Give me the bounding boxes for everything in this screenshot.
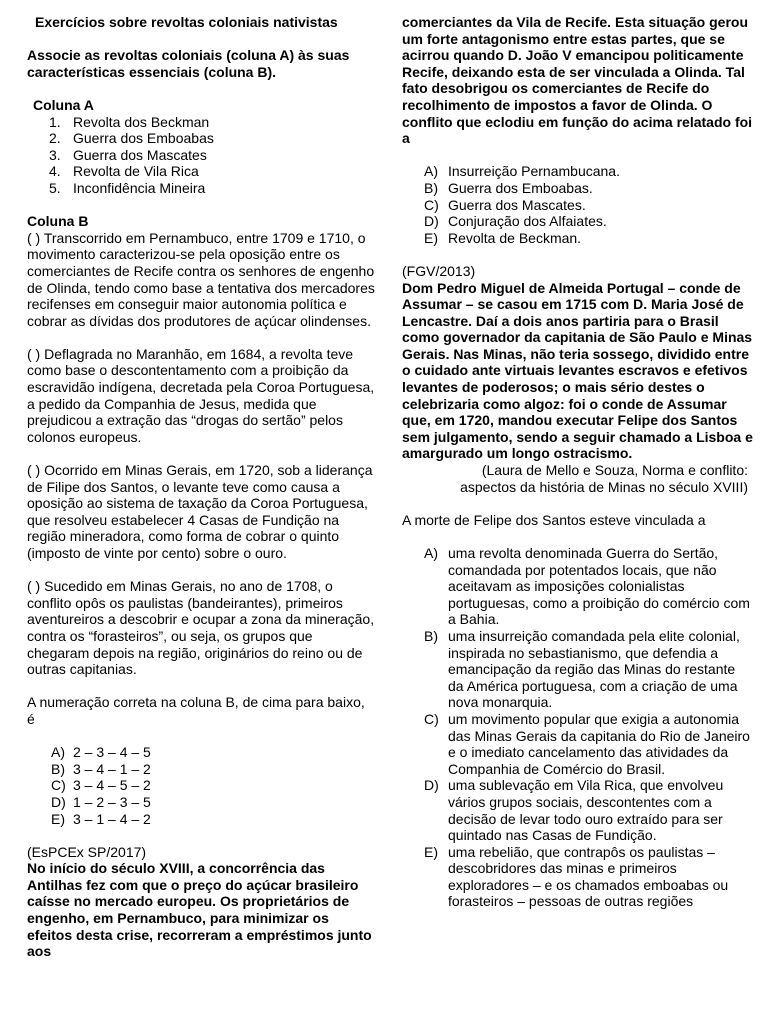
question-text: comerciantes da Vila de Recife. Esta situação gerou um forte antagonismo entre estas partes, que se acirrou quando D. João V emancipou politicamente Recife, deixando esta de ser vinculada a Olinda. Tal fato desobrigou os comerciantes de Recife do recolhimento de impostos a favor de Olinda. O conflito que eclodiu em função do acima relatado foi a <box>402 14 753 147</box>
answer-option: E) Revolta de Beckman. <box>424 229 582 246</box>
answer-option: C) Guerra dos Mascates. <box>424 196 586 213</box>
column-b-heading: Coluna B <box>27 213 89 230</box>
page-title: Exercícios sobre revoltas coloniais nativistas <box>35 14 338 30</box>
answer-option: B) 3 – 4 – 1 – 2 <box>51 760 151 777</box>
question-text: A morte de Felipe dos Santos esteve vinculada a <box>402 511 706 528</box>
answer-option: D) uma sublevação em Vila Rica, que envolveu vários grupos sociais, descontentes com a decisão de levar todo ouro extraído para ser quintado nas Casas de Fundição. <box>424 777 724 844</box>
answer-option: B) uma insurreição comandada pela elite colonial, inspirada no sebastianismo, que defendia a emancipação da região das Minas do restante da América portuguesa, com a criação de uma nova monarquia. <box>424 627 740 711</box>
answer-option: E) uma rebelião, que contrapôs os paulistas – descobridores das minas e primeiros exploradores – e os chamados emboabas ou forasteiros – pessoas de outras regiões <box>424 843 729 910</box>
answer-options <box>402 545 754 910</box>
question-text: Dom Pedro Miguel de Almeida Portugal – conde de Assumar – se casou em 1715 com D. Maria José de Lencastre. Daí a dois anos partiria para o Brasil como governador da capitania de São Paulo e Minas Gerais. Nas Minas, não teria sossego, dividido entre o cuidado ante virtuais levantes escravos e efetivos levantes de poderosos; o mais sério destes o celebrizaria como algoz: foi o conde de Assumar que, em 1720, mandou executar Felipe dos Santos sem julgamento, sendo a seguir chamado a Lisboa e amargurado um longo ostracismo. <box>402 279 753 462</box>
citation-line: (Laura de Mello e Souza, Norma e conflito: <box>481 462 748 479</box>
answer-options <box>27 744 375 827</box>
question-source: (FGV/2013) <box>402 262 476 279</box>
citation-line: aspectos da história de Minas no século XVIII) <box>460 478 748 495</box>
answer-option: A) 2 – 3 – 4 – 5 <box>51 744 151 761</box>
list-item: 2. Guerra dos Emboabas <box>49 130 214 147</box>
list-item: 4. Revolta de Vila Rica <box>49 163 199 180</box>
instruction-text: Associe as revoltas coloniais (coluna A) às suas características essenciais (coluna B). <box>27 47 350 80</box>
column-b-item: ( ) Ocorrido em Minas Gerais, em 1720, sob a liderança de Filipe dos Santos, o levante teve como causa a oposição ao sistema de taxação da Coroa Portuguesa, que resolveu estabelecer 4 Casas de Fundição na região mineradora, como forma de cobrar o quinto (imposto de vinte por cento) sobre o ouro. <box>27 462 373 561</box>
answer-options <box>402 163 754 246</box>
list-item: 5. Inconfidência Mineira <box>49 179 206 196</box>
column-b-item: ( ) Transcorrido em Pernambuco, entre 1709 e 1710, o movimento caracterizou-se pela oposição entre os comerciantes de Recife contra os senhores de engenho de Olinda, tendo como base a tentativa dos mercadores recifenses em conseguir maior autonomia política e cobrar as dívidas dos produtores de açúcar olindenses. <box>27 229 375 329</box>
answer-option: C) um movimento popular que exigia a autonomia das Minas Gerais da capitania do Rio de Janeiro e o imediato cancelamento das atividades da Companhia de Comércio do Brasil. <box>424 710 750 777</box>
left-column <box>27 14 375 960</box>
question-text: No início do século XVIII, a concorrência das Antilhas fez com que o preço do açúcar brasileiro caísse no mercado europeu. Os proprietários de engenho, em Pernambuco, para minimizar os efeitos desta crise, recorreram a empréstimos junto aos <box>27 860 372 960</box>
question-source: (EsPCEx SP/2017) <box>27 843 147 860</box>
column-b-item: ( ) Sucedido em Minas Gerais, no ano de 1708, o conflito opôs os paulistas (bandeirantes), primeiros aventureiros a descobrir e ocupar a zona da mineração, contra os “forasteiros”, ou seja, os grupos que chegaram depois na região, originários do reino ou de outras capitanias. <box>27 578 375 678</box>
list-item: 3. Guerra dos Mascates <box>49 146 207 163</box>
list-item: 1. Revolta dos Beckman <box>49 113 210 130</box>
answer-option: D) Conjuração dos Alfaiates. <box>424 213 607 230</box>
right-column <box>402 14 754 910</box>
answer-option: C) 3 – 4 – 5 – 2 <box>51 777 151 794</box>
answer-option: A) Insurreição Pernambucana. <box>424 163 620 180</box>
column-a-list <box>27 114 375 197</box>
answer-option: D) 1 – 2 – 3 – 5 <box>51 793 151 810</box>
column-b-item: ( ) Deflagrada no Maranhão, em 1684, a revolta teve como base o descontentamento com a proibição da escravidão indígena, decretada pela Coroa Portuguesa, a pedido da Companhia de Jesus, medida que prejudicou a extração das “drogas do sertão” pelos colonos europeus. <box>27 345 375 445</box>
answer-option: A) uma revolta denominada Guerra do Sertão, comandada por potentados locais, que não aceitavam as imposições colonialistas portuguesas, como a proibição do comércio com a Bahia. <box>424 545 750 628</box>
answer-option: E) 3 – 1 – 4 – 2 <box>51 810 151 827</box>
question-text: A numeração correta na coluna B, de cima para baixo, é <box>27 694 365 727</box>
column-a-heading: Coluna A <box>33 96 94 113</box>
answer-option: B) Guerra dos Emboabas. <box>424 179 593 196</box>
